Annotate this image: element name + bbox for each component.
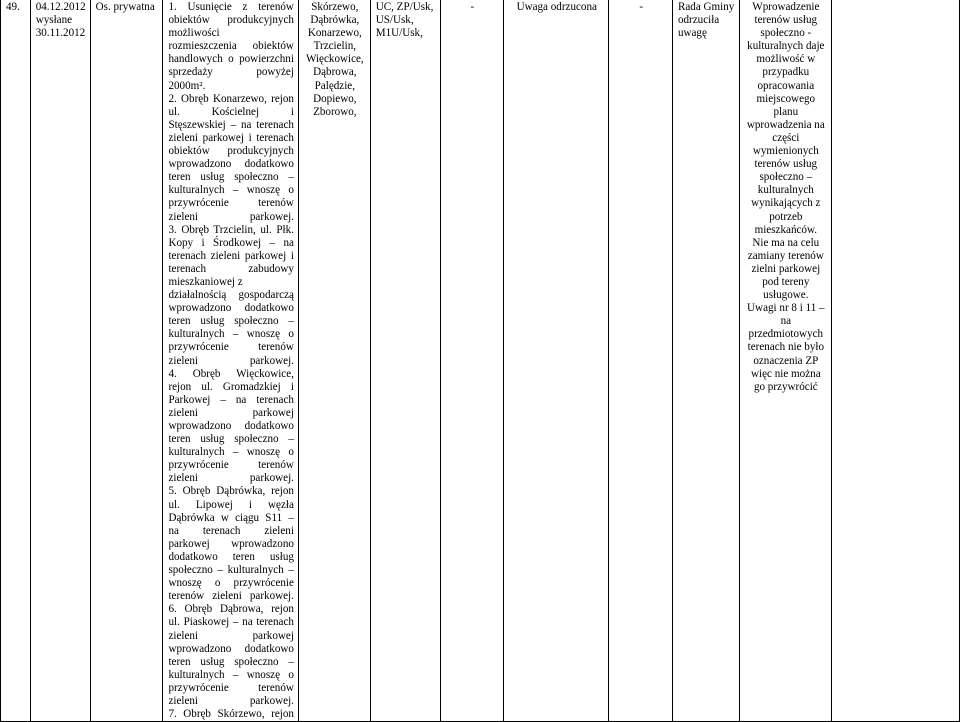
request-line: 2000m². (168, 79, 206, 92)
request-line: obiektów produkcyjnych (168, 14, 294, 27)
justification-line: możliwość w (756, 53, 816, 66)
request-line: terenów zieleni parkowej. (168, 590, 294, 603)
justification-line: planu (773, 105, 799, 118)
justification-line: mieszkańców. (754, 223, 818, 236)
request-line: 7. Obręb Skórzewo, rejon (168, 708, 294, 721)
request-line: rejon ul. Gromadzkiej i (168, 380, 294, 393)
request-line: Dąbrówka w ciągu S11 – (168, 511, 294, 524)
sent-date: 30.11.2012 (35, 27, 86, 40)
justification-line: Uwagi nr 8 i 11 – (747, 302, 825, 315)
request-line: zieleni parkowej. (168, 210, 294, 223)
designation-line: UC, ZP/Usk, (375, 1, 434, 13)
justification-line: terenów usług (754, 14, 818, 27)
justification-line: zamiany terenów (747, 249, 824, 262)
justification-line: Wprowadzenie (752, 1, 820, 13)
justification-line: społeczno – (759, 171, 813, 184)
request-line: ul. Kościelnej i (168, 105, 294, 118)
request-line: kulturalnych – wnoszę o (168, 446, 294, 459)
request-line: wprowadzono dodatkowo (168, 420, 294, 432)
justification-line: pod tereny (762, 275, 810, 288)
request-line: Parkowej – na terenach (168, 393, 294, 406)
justification-line: terenów usług (754, 158, 818, 171)
table-row (1, 0, 960, 722)
empty-cell (831, 0, 959, 722)
council-resolution-line: odrzuciła (677, 14, 720, 27)
designation-line: US/Usk, (375, 14, 414, 27)
submitter-name: Os. prywatna (95, 1, 155, 13)
precinct-cell (298, 0, 370, 722)
council-resolution-line: uwagę (677, 27, 707, 40)
request-line: możliwości (168, 27, 220, 40)
request-line: obiektów produkcyjnych (168, 145, 294, 158)
request-line: kulturalnych – wnoszę o (168, 328, 294, 341)
request-line: Stęszewskiej – na terenach (168, 118, 294, 131)
precinct-item: Trzcielin, (313, 40, 357, 53)
precinct-item: Palędzie, (314, 79, 355, 92)
designation-line: M1U/Usk, (375, 27, 423, 40)
request-line: wprowadzono dodatkowo (168, 158, 294, 171)
council-resolution-cell (672, 0, 739, 722)
request-line: teren usług społeczno – (168, 171, 294, 184)
justification-line: oznaczenia ZP (753, 354, 819, 367)
request-line: przywrócenie terenów (168, 459, 294, 472)
request-line: ul. Lipowej i węzła (168, 498, 294, 511)
request-line: przywrócenie terenów (168, 681, 294, 694)
request-line: 2. Obręb Konarzewo, rejon (168, 92, 294, 105)
row-number-cell (1, 0, 31, 722)
request-line: ul. Piaskowej – na terenach (168, 616, 294, 629)
request-line: terenach zabudowy (168, 262, 294, 275)
request-line: zieleni parkowej i terenach (168, 131, 294, 144)
precinct-item: Skórzewo, (311, 1, 359, 13)
precinct-item: Zborowo, (313, 105, 357, 118)
precinct-item: Dąbrowa, (313, 66, 357, 79)
request-line: zieleni parkowej. (168, 472, 294, 485)
wojt-accepted-cell (440, 0, 504, 722)
justification-line: wynikających z (751, 197, 821, 210)
request-line: wprowadzono dodatkowo (168, 302, 294, 315)
request-line: wprowadzono dodatkowo (168, 642, 294, 655)
justification-line: społeczno - (760, 27, 812, 40)
request-line: dodatkowo teren usług (168, 550, 294, 563)
precinct-item: Dąbrówka, (310, 14, 360, 27)
request-line: zieleni parkowej. (168, 354, 294, 367)
request-line: terenach zieleni parkowej i (168, 249, 294, 262)
request-line: zieleni parkowej. (168, 694, 294, 707)
request-line: 1. Usunięcie z terenów (168, 1, 294, 13)
justification-line: potrzeb (769, 210, 803, 223)
request-line: rozmieszczenia obiektów (168, 40, 294, 53)
request-line: teren usług społeczno – (168, 433, 294, 446)
justification-cell (739, 0, 831, 722)
request-line: mieszkaniowej z (168, 275, 243, 288)
precinct-item: Dopiewo, (313, 92, 357, 105)
precinct-item: Więckowice, (305, 53, 364, 66)
request-line: zieleni parkowej (168, 629, 294, 642)
date-cell (30, 0, 90, 722)
request-line: 6. Obręb Dąbrowa, rejon (168, 603, 294, 616)
request-line: na terenach zieleni (168, 524, 294, 537)
request-line: teren usług społeczno – (168, 315, 294, 328)
justification-line: usługowe. (763, 289, 809, 302)
request-line: przywrócenie terenów (168, 341, 294, 354)
justification-line: wprowadzenia na (746, 118, 825, 131)
justification-text (745, 1, 827, 394)
wojt-accepted-value: - (470, 1, 475, 13)
justification-line: wymienionych (752, 145, 819, 158)
wojt-rejected-value: Uwaga odrzucona (516, 1, 597, 13)
justification-line: go przywrócić (753, 380, 818, 393)
request-line: 5. Obręb Dąbrówka, rejon (168, 485, 294, 498)
request-content (168, 1, 293, 721)
council-resolution-line: Rada Gminy (677, 1, 735, 13)
row-number: 49. (6, 1, 20, 13)
justification-line: opracowania (757, 79, 815, 92)
request-line: kulturalnych – wnoszę o (168, 184, 294, 197)
request-line: 4. Obręb Więckowice, (168, 367, 294, 380)
council-accepted-cell (609, 0, 673, 722)
request-line: 3. Obręb Trzcielin, ul. Płk. (168, 223, 294, 236)
request-line: handlowych o powierzchni (168, 53, 294, 66)
justification-line: na (780, 315, 792, 328)
precinct-item: Konarzewo, (307, 27, 362, 40)
council-accepted-value: - (639, 1, 644, 13)
justification-line: zielni parkowej (751, 262, 821, 275)
request-line: działalnością gospodarczą (168, 289, 294, 302)
submitter-cell (90, 0, 163, 722)
request-line: Kopy i Środkowej – na (168, 236, 294, 249)
precinct-list (304, 1, 366, 119)
justification-line: części (772, 131, 800, 144)
request-line: teren usług społeczno – (168, 655, 294, 668)
wojt-rejected-cell (504, 0, 609, 722)
justification-line: kulturalnych (757, 184, 814, 197)
justification-line: Nie ma na celu (752, 236, 820, 249)
justification-line: więc nie można (751, 367, 821, 380)
designation-cell (370, 0, 440, 722)
request-line: społeczno – kulturalnych – (168, 564, 294, 577)
justification-line: miejscowego (756, 92, 816, 105)
submission-date: 04.12.2012 (35, 1, 86, 13)
sent-label: wysłane (35, 14, 73, 27)
request-line: kulturalnych – wnoszę o (168, 668, 294, 681)
request-line: wnoszę o przywrócenie (168, 577, 294, 590)
request-content-cell (163, 0, 298, 722)
justification-line: przypadku (762, 66, 810, 79)
justification-line: przedmiotowych (748, 328, 824, 341)
request-line: parkowej wprowadzono (168, 537, 294, 550)
request-line: zieleni parkowej (168, 406, 294, 419)
request-line: sprzedaży powyżej (168, 66, 294, 79)
request-line: przywrócenie terenów (168, 197, 294, 210)
justification-line: terenach nie było (747, 341, 825, 354)
justification-line: kulturalnych daje (747, 40, 825, 53)
